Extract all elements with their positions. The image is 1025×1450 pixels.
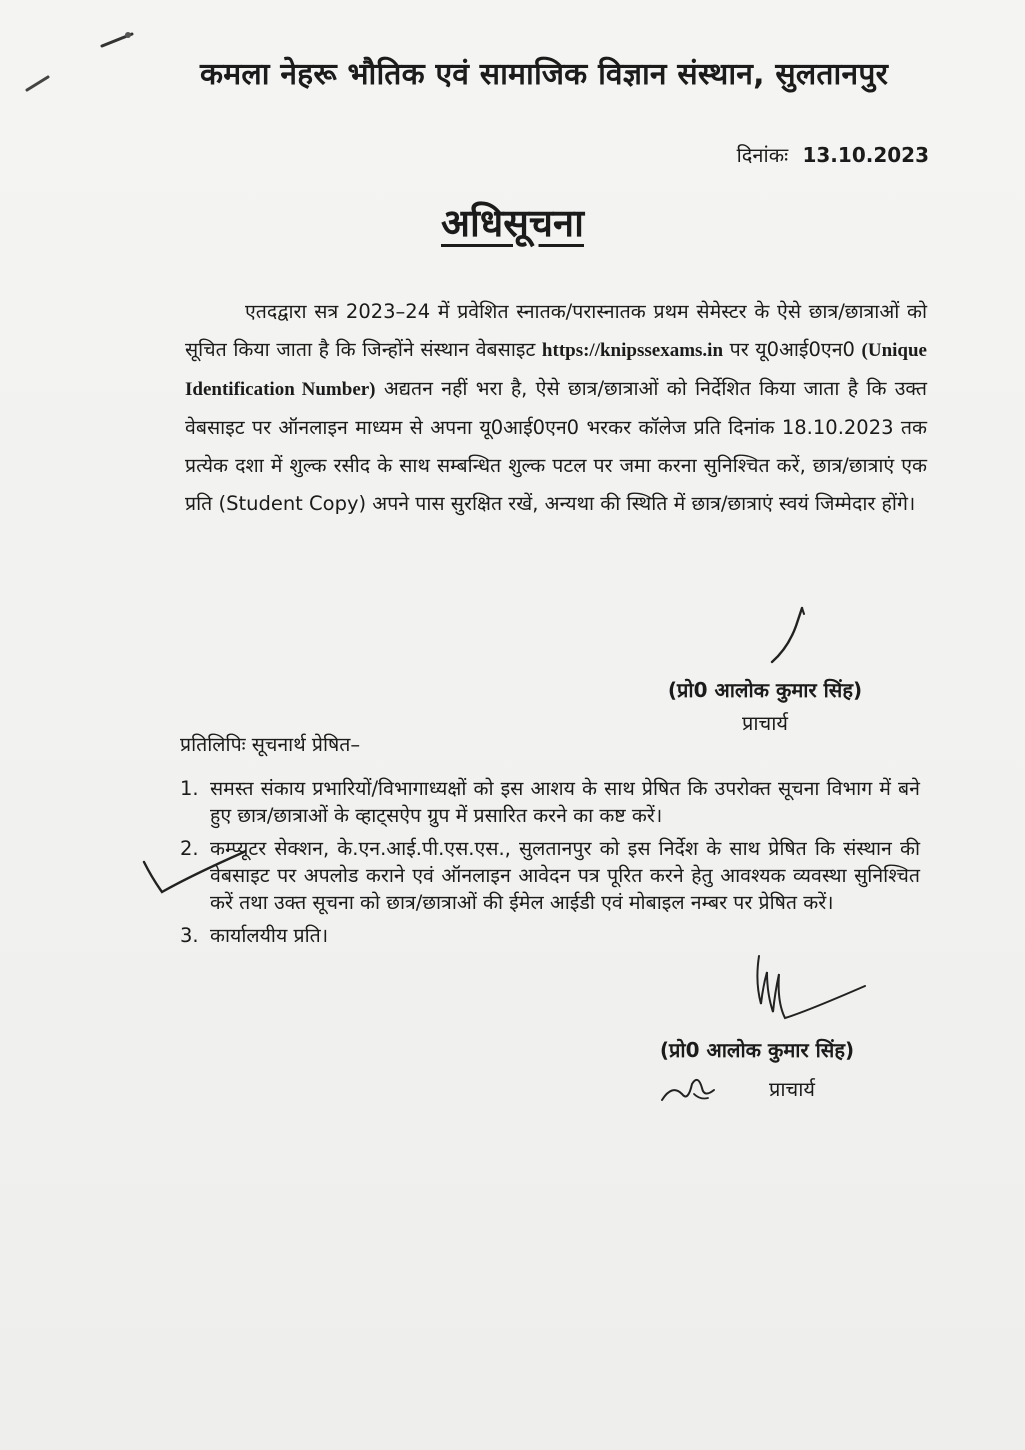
list-item <box>180 922 920 949</box>
notice-body <box>185 293 927 523</box>
date-value: 13.10.2023 <box>802 143 929 167</box>
signatory-name: (प्रो0 आलोक कुमार सिंह) <box>667 678 863 702</box>
list-item-number: 3. <box>180 924 199 947</box>
notice-title: अधिसूचना <box>441 201 584 245</box>
body-text-part1: एतदद्वारा सत्र 2023–24 में प्रवेशित स्नातक/परास्नातक प्रथम सेमेस्टर के ऐसे छात्र/छात्राओं को सूचित किया जाता है कि जिन्होंने संस्थान वेबसाइट <box>185 300 927 361</box>
list-item-number: 1. <box>180 777 199 800</box>
signatory-name-2: (प्रो0 आलोक कुमार सिंह) <box>659 1038 855 1062</box>
date-label: दिनांकः <box>736 143 789 167</box>
list-item-number: 2. <box>180 837 199 860</box>
signatory-designation: प्राचार्य <box>741 711 789 735</box>
website-url: https://knipssexams.in <box>541 340 724 361</box>
signature-scribble-icon <box>745 952 875 1032</box>
signature-mark-icon <box>758 604 818 668</box>
pin-mark-icon <box>98 28 138 52</box>
uin-expansion: (Unique Identification Number) <box>185 340 927 400</box>
list-item <box>180 835 920 916</box>
body-text-part2: पर यू0आई0एन0 <box>729 338 855 361</box>
list-item-text: कम्प्यूटर सेक्शन, के.एन.आई.पी.एस.एस., सुलतानपुर को इस निर्देश के साथ प्रेषित कि संस्थान की वेबसाइट पर अपलोड कराने एवं ऑनलाइन आवेदन पत्र पूरित करने हेतु आवश्यक व्यवस्था सुनिश्चित करें तथा उक्त सूचना को छात्र/छात्राओं की ईमेल आईडी एवं मोबाइल नम्बर पर प्रेषित करें। <box>210 837 920 914</box>
copy-to-list <box>180 775 920 955</box>
list-item-text: समस्त संकाय प्रभारियों/विभागाध्यक्षों को इस आशय के साथ प्रेषित कि उपरोक्त सूचना विभाग में बने हुए छात्र/छात्राओं के व्हाट्सऐप ग्रुप में प्रसारित करने का कष्ट करें। <box>210 777 920 827</box>
signatory-block <box>640 676 890 736</box>
copy-to-heading: प्रतिलिपिः सूचनार्थ प्रेषित– <box>180 733 361 756</box>
list-item-text: कार्यालयीय प्रति। <box>210 924 329 947</box>
list-item <box>180 775 920 829</box>
body-text-part3: अद्यतन नहीं भरा है, ऐसे छात्र/छात्राओं को निर्देशित किया जाता है कि उक्त वेबसाइट पर ऑनलाइन माध्यम से अपना यू0आई0एन0 भरकर कॉलेज प्रति दिनांक 18.10.2023 तक प्रत्येक दशा में शुल्क रसीद के साथ सम्बन्धित शुल्क पटल पर जमा करना सुनिश्चित करें, छात्र/छात्राएं एक प्रति (Student Copy) अपने पास सुरक्षित रखें, अन्यथा की स्थिति में छात्र/छात्राएं स्वयं जिम्मेदार होंगे। <box>185 377 927 515</box>
initials-scribble-icon <box>658 1070 728 1110</box>
date-line <box>737 141 929 168</box>
tick-mark-icon <box>140 848 250 898</box>
signatory-designation-2: प्राचार्य <box>768 1077 816 1101</box>
pin-hole-mark-icon <box>24 72 52 94</box>
institution-heading: कमला नेहरू भौतिक एवं सामाजिक विज्ञान संस्थान, सुलतानपुर <box>200 57 889 92</box>
